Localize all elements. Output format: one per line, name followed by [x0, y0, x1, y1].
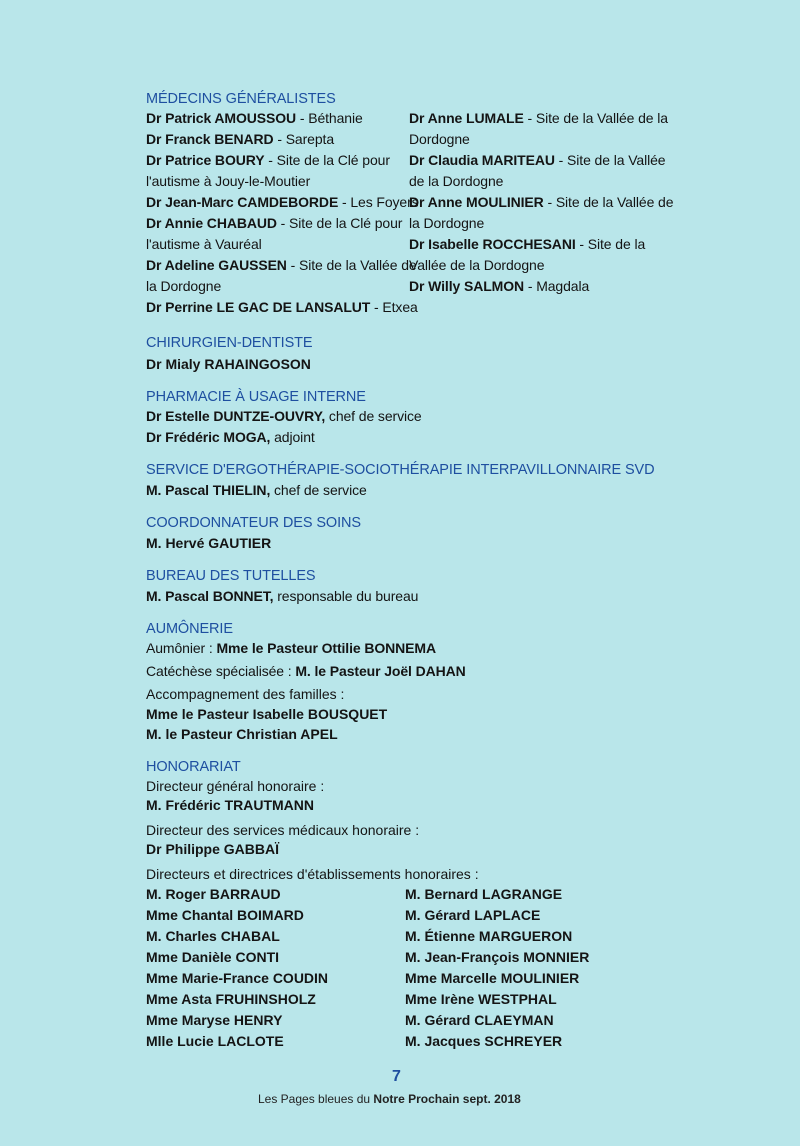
medecin-entry: l'autisme à Jouy-le-Moutier [146, 173, 311, 189]
footer-caption: Les Pages bleues du Notre Prochain sept. 2018 [258, 1092, 521, 1106]
honorary-name: Mme Irène WESTPHAL [405, 991, 557, 1007]
medecin-entry: de la Dordogne [409, 173, 504, 189]
medecin-entry: Dr Jean-Marc CAMDEBORDE - Les Foyers [146, 194, 419, 210]
honorariat-heading: HONORARIAT [146, 759, 241, 775]
accompagnement-label: Accompagnement des familles : [146, 686, 345, 702]
chirurgien-name: Dr Mialy RAHAINGOSON [146, 356, 311, 372]
pharmacie-chef-line: Dr Estelle DUNTZE-OUVRY, chef de service [146, 408, 422, 424]
medecin-entry: Dr Anne MOULINIER - Site de la Vallée de [409, 194, 674, 210]
medecin-entry: Dr Franck BENARD - Sarepta [146, 131, 335, 147]
page-number: 7 [392, 1068, 401, 1085]
honorary-name: M. Charles CHABAL [146, 928, 280, 944]
medecin-entry: Dr Claudia MARITEAU - Site de la Vallée [409, 152, 666, 168]
medecin-entry: Vallée de la Dordogne [409, 257, 545, 273]
ergo-chef-line: M. Pascal THIELIN, chef de service [146, 482, 367, 498]
medecins-right-column [409, 108, 673, 297]
medecin-entry: Dr Patrice BOURY - Site de la Clé pour [146, 152, 390, 168]
aumonier-line: Aumônier : Mme le Pasteur Ottilie BONNEMA [146, 640, 436, 656]
medecin-entry: la Dordogne [146, 278, 222, 294]
honorary-name: Mme Chantal BOIMARD [146, 907, 304, 923]
medecin-entry: Dr Anne LUMALE - Site de la Vallée de la [409, 110, 668, 126]
medecin-entry: Dr Annie CHABAUD - Site de la Clé pour [146, 215, 403, 231]
honorariat-right-column [405, 884, 589, 1052]
medecin-entry: la Dordogne [409, 215, 485, 231]
medecins-heading: MÉDECINS GÉNÉRALISTES [146, 91, 336, 107]
medecins-left-column [146, 108, 419, 318]
honorary-name: M. Gérard CLAEYMAN [405, 1012, 554, 1028]
chirurgien-heading: CHIRURGIEN-DENTISTE [146, 335, 313, 351]
honorary-name: Mme Danièle CONTI [146, 949, 280, 965]
pharmacie-heading: PHARMACIE À USAGE INTERNE [146, 389, 366, 405]
honorary-name: Mlle Lucie LACLOTE [146, 1033, 284, 1049]
medecin-entry: l'autisme à Vauréal [146, 236, 262, 252]
medecin-entry: Dr Adeline GAUSSEN - Site de la Vallée de [146, 257, 417, 273]
coord-heading: COORDONNATEUR DES SOINS [146, 515, 361, 531]
tutelles-line: M. Pascal BONNET, responsable du bureau [146, 588, 419, 604]
medecin-entry: Dr Willy SALMON - Magdala [409, 278, 590, 294]
directeurs-label: Directeurs et directrices d'établissements honoraires : [146, 866, 479, 882]
dsm-label: Directeur des services médicaux honoraire : [146, 822, 420, 838]
dg-name: M. Frédéric TRAUTMANN [146, 797, 315, 813]
honorary-name: Mme Maryse HENRY [146, 1012, 283, 1028]
tutelles-heading: BUREAU DES TUTELLES [146, 568, 316, 584]
honorary-name: M. Jean-François MONNIER [405, 949, 590, 965]
honorary-name: M. Bernard LAGRANGE [405, 886, 563, 902]
medecin-entry: Dr Patrick AMOUSSOU - Béthanie [146, 110, 363, 126]
accompagnement-name: M. le Pasteur Christian APEL [146, 726, 338, 742]
honorary-name: M. Étienne MARGUERON [405, 928, 573, 944]
honorary-name: Mme Asta FRUHINSHOLZ [146, 991, 316, 1007]
honorary-name: Mme Marcelle MOULINIER [405, 970, 580, 986]
honorary-name: Mme Marie-France COUDIN [146, 970, 329, 986]
accompagnement-name: Mme le Pasteur Isabelle BOUSQUET [146, 706, 388, 722]
medecin-entry: Dordogne [409, 131, 470, 147]
medecin-entry: Dr Perrine LE GAC DE LANSALUT - Etxea [146, 299, 418, 315]
honorariat-left-column [146, 884, 328, 1052]
dg-label: Directeur général honoraire : [146, 778, 325, 794]
honorary-name: M. Roger BARRAUD [146, 886, 281, 902]
pharmacie-adjoint-line: Dr Frédéric MOGA, adjoint [146, 429, 315, 445]
coord-name: M. Hervé GAUTIER [146, 535, 272, 551]
medecin-entry: Dr Isabelle ROCCHESANI - Site de la [409, 236, 646, 252]
aumonerie-heading: AUMÔNERIE [146, 621, 233, 637]
honorary-name: M. Gérard LAPLACE [405, 907, 541, 923]
honorary-name: M. Jacques SCHREYER [405, 1033, 563, 1049]
dsm-name: Dr Philippe GABBAÏ [146, 841, 280, 857]
catechese-line: Catéchèse spécialisée : M. le Pasteur Joël DAHAN [146, 663, 466, 679]
ergo-heading: SERVICE D'ERGOTHÉRAPIE-SOCIOTHÉRAPIE INTERPAVILLONNAIRE SVD [146, 462, 655, 478]
